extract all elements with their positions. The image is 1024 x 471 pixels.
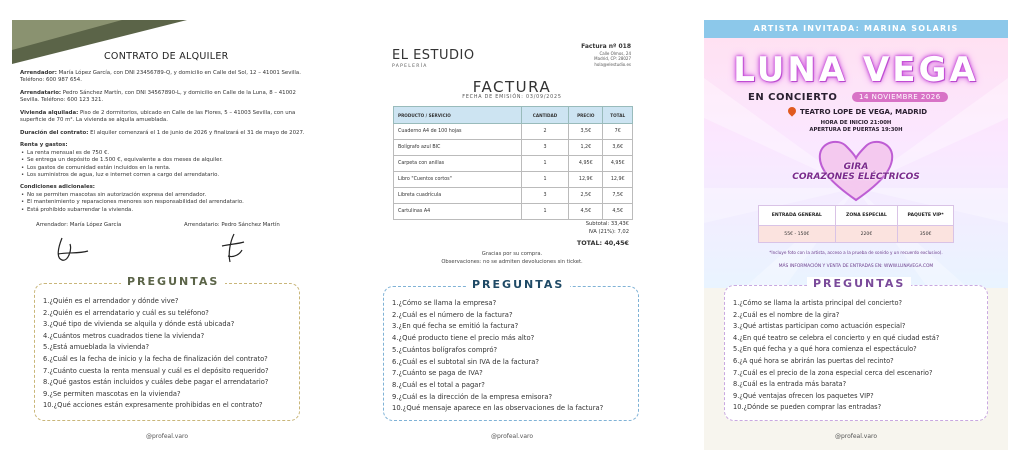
vip-note: *Incluye foto con la artista, acceso a la prueba de sonido y un recuerdo exclusivo).	[769, 250, 943, 255]
questions-title: PREGUNTAS	[121, 275, 225, 288]
column-header: PRECIO	[569, 107, 603, 124]
invoice-iva: IVA (21%): 7,02	[588, 229, 629, 235]
question-item: 8.¿Qué gastos están incluidos y cuáles debe pagar el arrendatario?	[43, 378, 269, 387]
table-row: Libreta cuadrícula 3 2,5€ 7,5€	[394, 188, 633, 204]
concert-poster-worksheet	[704, 20, 1008, 450]
question-item: 3.¿En qué fecha se emitió la factura?	[392, 322, 519, 331]
table-header-row	[394, 107, 633, 124]
question-item: 10.¿Dónde se pueden comprar las entradas?	[733, 403, 882, 412]
questions-list	[43, 296, 269, 412]
concert-date-pill: 14 NOVIEMBRE 2026	[852, 92, 948, 102]
company-subtitle: PAPELERÍA	[392, 64, 428, 69]
more-info: MÁS INFORMACIÓN Y VENTA DE ENTRADAS EN: WWW.LUNAVEGA.COM	[778, 264, 934, 269]
question-item: 7.¿Cuál es el precio de la zona especial cerca del escenario?	[733, 368, 933, 377]
question-item: 9.¿Cuál es la dirección de la empresa emisora?	[392, 392, 553, 401]
questions-list	[392, 298, 603, 415]
company-address: Calle Olmos, 24 Madrid, CP: 28027 hola@elestudio.es	[594, 51, 631, 67]
question-item: 6.¿Cuál es la fecha de inicio y la fecha de finalización del contrato?	[43, 354, 268, 363]
questions-box	[383, 278, 639, 421]
table-row: Carpeta con anillas 1 4,95€ 4,95€	[394, 156, 633, 172]
observations-message: Observaciones: no se admiten devoluciones sin ticket.	[441, 259, 583, 265]
condiciones-section: Condiciones adicionales: • No se permiten mascotas sin autorización expresa del arrendador. • El mantenimiento y reparaciones menores son responsabilidad del arrendatario. • Está prohibido subarrendar la vivienda.	[20, 184, 316, 214]
table-row: Libro "Cuentos cortos" 1 12,9€ 12,9€	[394, 172, 633, 188]
question-item: 4.¿En qué teatro se celebra el concierto y en qué ciudad está?	[733, 333, 940, 342]
question-item: 8.¿Cuál es el total a pagar?	[392, 380, 485, 389]
question-item: 3.¿Qué artistas participan como actuación especial?	[733, 322, 906, 331]
question-item: 4.¿Qué producto tiene el precio más alto?	[392, 334, 535, 343]
question-item: 7.¿Cuánto cuesta la renta mensual y cuál es el depósito requerido?	[43, 366, 269, 375]
question-item: 6.¿Cuál es el subtotal sin IVA de la factura?	[392, 357, 539, 366]
duracion-paragraph: Duración del contrato: El alquiler comenzará el 1 de junio de 2026 y finalizará el 31 de mayo de 2027.	[20, 129, 305, 136]
rental-contract-worksheet	[12, 20, 322, 450]
arrendador-paragraph: Arrendador: María López García, con DNI 23456789-Q, y domicilio en Calle del Sol, 12 – 41001 Sevilla. Teléfono: 600 987 654.	[20, 70, 301, 84]
question-item: 5.¿Cuántos bolígrafos compró?	[392, 345, 498, 354]
list-item: • La renta mensual es de 750 €.	[20, 150, 316, 157]
ticket-price-table	[758, 205, 954, 243]
questions-box	[724, 277, 988, 421]
list-item: • Los gastos de comunidad están incluidos en la renta.	[20, 165, 316, 172]
question-item: 8.¿Cuál es la entrada más barata?	[733, 380, 847, 389]
column-header: CANTIDAD	[521, 107, 568, 124]
invoice-subtotal: Subtotal: 33,43€	[585, 221, 629, 227]
author-credit: @profeal.varo	[834, 433, 878, 440]
question-item: 9.¿Se permiten mascotas en la vivienda?	[43, 389, 181, 398]
author-credit: @profeal.varo	[145, 433, 189, 440]
invoice-table	[393, 106, 633, 220]
table-row: Bolígrafo azul BIC 3 1,2€ 3,6€	[394, 140, 633, 156]
contract-title: CONTRATO DE ALQUILER	[104, 51, 229, 62]
schedule	[704, 120, 1008, 133]
questions-list	[733, 298, 939, 414]
column-header: PAQUETE VIP*	[898, 206, 954, 226]
question-item: 3.¿Qué tipo de vivienda se alquila y dónde está ubicada?	[43, 320, 235, 329]
list-item: • Está prohibido subarrendar la vivienda.	[20, 207, 316, 214]
thanks-message: Gracias por su compra.	[481, 251, 543, 257]
column-header: PRODUCTO / SERVICIO	[394, 107, 522, 124]
signature-arrendador-icon	[52, 234, 92, 264]
signature-label-right: Arrendatario: Pedro Sánchez Martín	[184, 222, 280, 228]
invoice-number: Factura nº 018	[581, 43, 631, 50]
company-name: EL ESTUDIO	[392, 48, 475, 63]
question-item: 9.¿Qué ventajas ofrecen los paquetes VIP?	[733, 391, 874, 400]
signature-label-left: Arrendador: María López García	[36, 222, 122, 228]
column-header: TOTAL	[603, 107, 633, 124]
list-item: • Se entrega un depósito de 1.500 €, equivalente a dos meses de alquiler.	[20, 157, 316, 164]
question-item: 10.¿Qué acciones están expresamente prohibidas en el contrato?	[43, 401, 263, 410]
list-item: • El mantenimiento y reparaciones menores son responsabilidad del arrendatario.	[20, 199, 316, 206]
invoice-title: FACTURA	[472, 78, 552, 96]
author-credit: @profeal.varo	[490, 433, 534, 440]
question-item: 1.¿Cómo se llama la artista principal del concierto?	[733, 299, 903, 307]
list-item: • Los suministros de agua, luz e internet corren a cargo del arrendatario.	[20, 172, 316, 179]
table-row: Cartulinas A4 1 4,5€ 4,5€	[394, 204, 633, 220]
column-header: ZONA ESPECIAL	[835, 206, 898, 226]
table-row: Cuaderno A4 de 100 hojas 2 3,5€ 7€	[394, 124, 633, 140]
vivienda-paragraph: Vivienda alquilada: Piso de 2 dormitorios, ubicado en Calle de las Flores, 5 – 41003 Sevilla, con una superficie de 70 m². La vivienda se alquila amueblada.	[20, 109, 296, 124]
question-item: 1.¿Quién es el arrendador y dónde vive?	[43, 297, 179, 305]
artist-name: LUNA VEGA	[733, 50, 979, 90]
table-row: 55€ - 150€ 220€ 350€	[759, 226, 954, 243]
arrendatario-paragraph: Arrendatario: Pedro Sánchez Martín, con DNI 34567890-L, y domicilio en Calle de la Luna, 8 – 41002 Sevilla. Teléfono: 600 123 321.	[20, 89, 296, 104]
start-time: HORA DE INICIO 21:00H	[820, 120, 892, 126]
invoice-total: TOTAL: 40,45€	[576, 239, 629, 247]
question-item: 10.¿Qué mensaje aparece en las observaciones de la factura?	[392, 404, 604, 413]
tour-name: GIRA CORAZONES ELÉCTRICOS	[792, 162, 920, 183]
table-header-row	[759, 206, 954, 226]
question-item: 2.¿Cuál es el número de la factura?	[392, 310, 513, 319]
question-item: 6.¿A qué hora se abrirán las puertas del recinto?	[733, 356, 894, 365]
list-item: • No se permiten mascotas sin autorización expresa del arrendador.	[20, 192, 316, 199]
renta-section: Renta y gastos: • La renta mensual es de 750 €. • Se entrega un depósito de 1.500 €, equivalente a dos meses de alquiler. • Los gastos de comunidad están incluidos en la renta. • Los suministros de agua, luz e internet corren a cargo del arrendatario.	[20, 142, 316, 179]
questions-box	[34, 275, 300, 421]
invoice-date: FECHA DE EMISIÓN: 03/09/2025	[462, 95, 562, 100]
question-item: 5.¿Está amueblada la vivienda?	[43, 343, 150, 352]
concert-label: EN CONCIERTO	[748, 92, 838, 103]
question-item: 2.¿Quién es el arrendatario y cuál es su teléfono?	[43, 308, 209, 317]
question-item: 2.¿Cuál es el nombre de la gira?	[733, 310, 840, 319]
question-item: 5.¿En qué fecha y a qué hora comienza el espectáculo?	[733, 345, 917, 354]
venue: TEATRO LOPE DE VEGA, MADRID	[800, 108, 928, 116]
doors-time: APERTURA DE PUERTAS 19:30H	[809, 126, 903, 133]
question-item: 1.¿Cómo se llama la empresa?	[392, 299, 497, 307]
questions-title: PREGUNTAS	[466, 278, 570, 291]
question-item: 7.¿Cuánto se paga de IVA?	[392, 369, 483, 378]
questions-title: PREGUNTAS	[807, 277, 911, 290]
contract-body	[20, 70, 316, 219]
guest-artist-banner: ARTISTA INVITADA: MARINA SOLARIS	[704, 20, 1008, 38]
corner-decoration-light	[12, 20, 122, 50]
signature-arrendatario-icon	[212, 232, 252, 266]
column-header: ENTRADA GENERAL	[759, 206, 836, 226]
question-item: 4.¿Cuántos metros cuadrados tiene la vivienda?	[43, 331, 205, 340]
invoice-worksheet	[357, 20, 667, 450]
